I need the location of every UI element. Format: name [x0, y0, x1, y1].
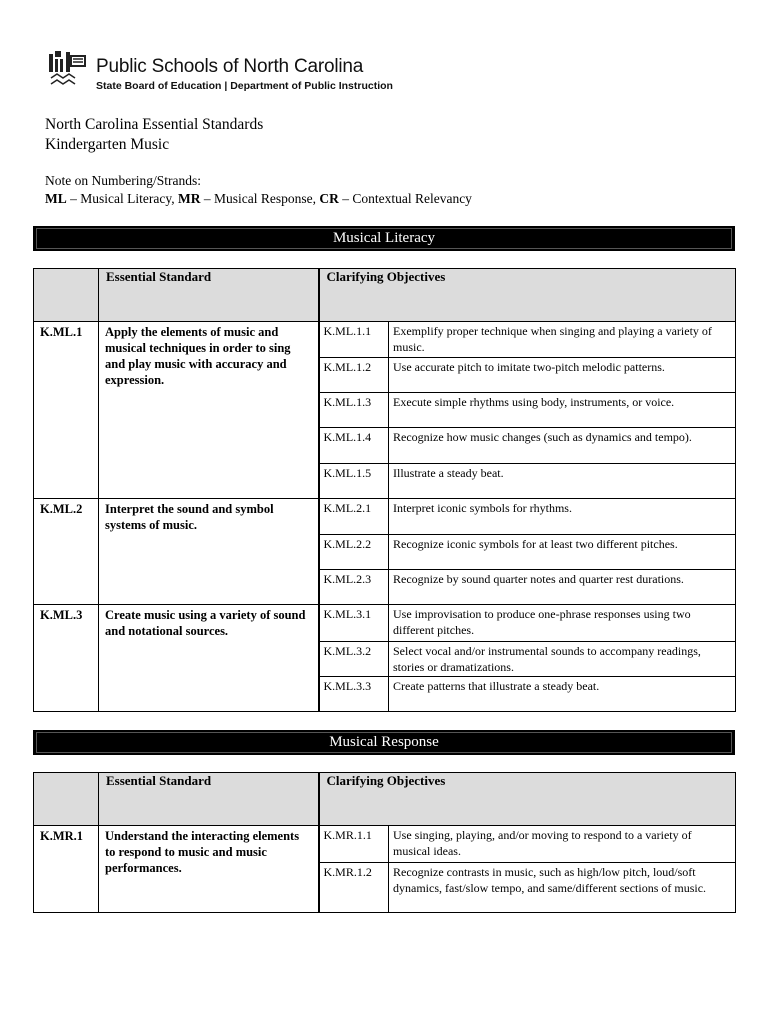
standard-code: K.ML.3: [34, 605, 99, 712]
objective-row: [320, 605, 736, 641]
document-title: [45, 115, 263, 155]
objective-text: Recognize by sound quarter notes and quarter rest durations.: [393, 571, 684, 586]
standard-text: Interpret the sound and symbol systems of music.: [99, 499, 319, 605]
standard-code: K.ML.2: [34, 499, 99, 605]
objective-text: Create patterns that illustrate a steady beat.: [393, 678, 600, 693]
col-header-essential: Essential Standard: [99, 773, 319, 826]
org-name: Public Schools of North Carolina: [96, 56, 364, 77]
col-header-essential: Essential Standard: [99, 269, 319, 322]
objective-text: Interpret iconic symbols for rhythms.: [389, 499, 736, 534]
strand-name: Musical Response: [213, 191, 313, 206]
objective-text: Recognize contrasts in music, such as high/low pitch, loud/soft dynamics, fast/slow tempo, and same/different sections of music.: [393, 864, 707, 895]
objective-text: Execute simple rhythms using body, instruments, or voice.: [389, 392, 736, 427]
standard-text: Apply the elements of music and musical techniques in order to sing and play music with accuracy and expression.: [99, 322, 319, 499]
objective-code: K.ML.2.3: [320, 569, 389, 604]
section-title: Musical Literacy: [332, 230, 436, 246]
section-band: [33, 730, 735, 755]
standard-code: K.ML.1: [34, 322, 99, 499]
objective-row: [320, 641, 736, 676]
nc-dpi-logo: [47, 50, 89, 90]
objective-code: K.MR.1.1: [320, 826, 389, 862]
standard-code: K.MR.1: [34, 826, 99, 913]
objective-code: K.ML.1.4: [320, 427, 389, 463]
objectives-list: [320, 499, 736, 604]
note-label: Note on Numbering/Strands:: [45, 173, 201, 188]
objective-code: K.ML.3.3: [320, 676, 389, 711]
title-line-2: Kindergarten Music: [45, 136, 170, 153]
objective-row: [320, 392, 736, 427]
col-header-clarifying: Clarifying Objectives: [319, 773, 736, 826]
standard-row: [34, 826, 736, 913]
col-header-clarifying: Clarifying Objectives: [319, 269, 736, 322]
strand-abbr: CR: [319, 191, 339, 206]
objective-code: K.MR.1.2: [320, 862, 389, 912]
objective-code: K.ML.1.5: [320, 463, 389, 498]
standard-text: Understand the interacting elements to respond to music and music performances.: [99, 826, 319, 913]
objective-code: K.ML.1.3: [320, 392, 389, 427]
strand-abbr: MR: [177, 191, 201, 206]
section-title: Musical Response: [329, 734, 439, 750]
org-subtitle: State Board of Education | Department of Public Instruction: [96, 80, 393, 92]
numbering-note: [45, 172, 472, 208]
objective-text: Use singing, playing, and/or moving to respond to a variety of musical ideas.: [389, 826, 736, 862]
objective-row: [320, 357, 736, 392]
objective-code: K.ML.1.1: [320, 322, 389, 357]
standards-table: [33, 268, 736, 712]
objectives-list: [320, 605, 736, 711]
objective-text: Exemplify proper technique when singing and playing a variety of music.: [389, 322, 736, 357]
objective-text: Recognize iconic symbols for at least two different pitches.: [389, 534, 736, 569]
objectives-list: [320, 322, 736, 498]
objective-row: [320, 569, 736, 604]
objective-code: K.ML.2.2: [320, 534, 389, 569]
objective-text: Recognize how music changes (such as dynamics and tempo).: [389, 427, 736, 463]
objective-code: K.ML.1.2: [320, 357, 389, 392]
table-header-row: [34, 773, 736, 826]
objective-row: [320, 862, 736, 912]
objectives-list: [320, 826, 736, 912]
objective-row: [320, 463, 736, 498]
objective-row: [320, 676, 736, 711]
objective-row: [320, 499, 736, 534]
strand-abbr: ML: [45, 191, 67, 206]
strand-name: Musical Literacy: [80, 191, 172, 206]
objective-code: K.ML.2.1: [320, 499, 389, 534]
objective-text: Use improvisation to produce one-phrase responses using two different pitches.: [389, 605, 736, 641]
objective-code: K.ML.3.2: [320, 641, 389, 676]
standard-text: Create music using a variety of sound and notational sources.: [99, 605, 319, 712]
objective-code: K.ML.3.1: [320, 605, 389, 641]
title-line-1: North Carolina Essential Standards: [45, 116, 264, 133]
strand-name: Contextual Relevancy: [352, 191, 472, 206]
objective-row: [320, 826, 736, 862]
standard-row: [34, 322, 736, 499]
objective-row: [320, 534, 736, 569]
objective-row: [320, 322, 736, 357]
section-band: [33, 226, 735, 251]
standards-table: [33, 772, 736, 913]
objective-text: Use accurate pitch to imitate two-pitch melodic patterns.: [389, 357, 736, 392]
objective-text: Illustrate a steady beat.: [393, 465, 504, 480]
strand-legend: ML – Musical Literacy, MR – Musical Response, CR – Contextual Relevancy: [45, 191, 472, 206]
objective-row: [320, 427, 736, 463]
standard-row: [34, 499, 736, 605]
standard-row: [34, 605, 736, 712]
objective-text: Select vocal and/or instrumental sounds to accompany readings, stories or dramatizations.: [389, 641, 736, 676]
table-header-row: [34, 269, 736, 322]
